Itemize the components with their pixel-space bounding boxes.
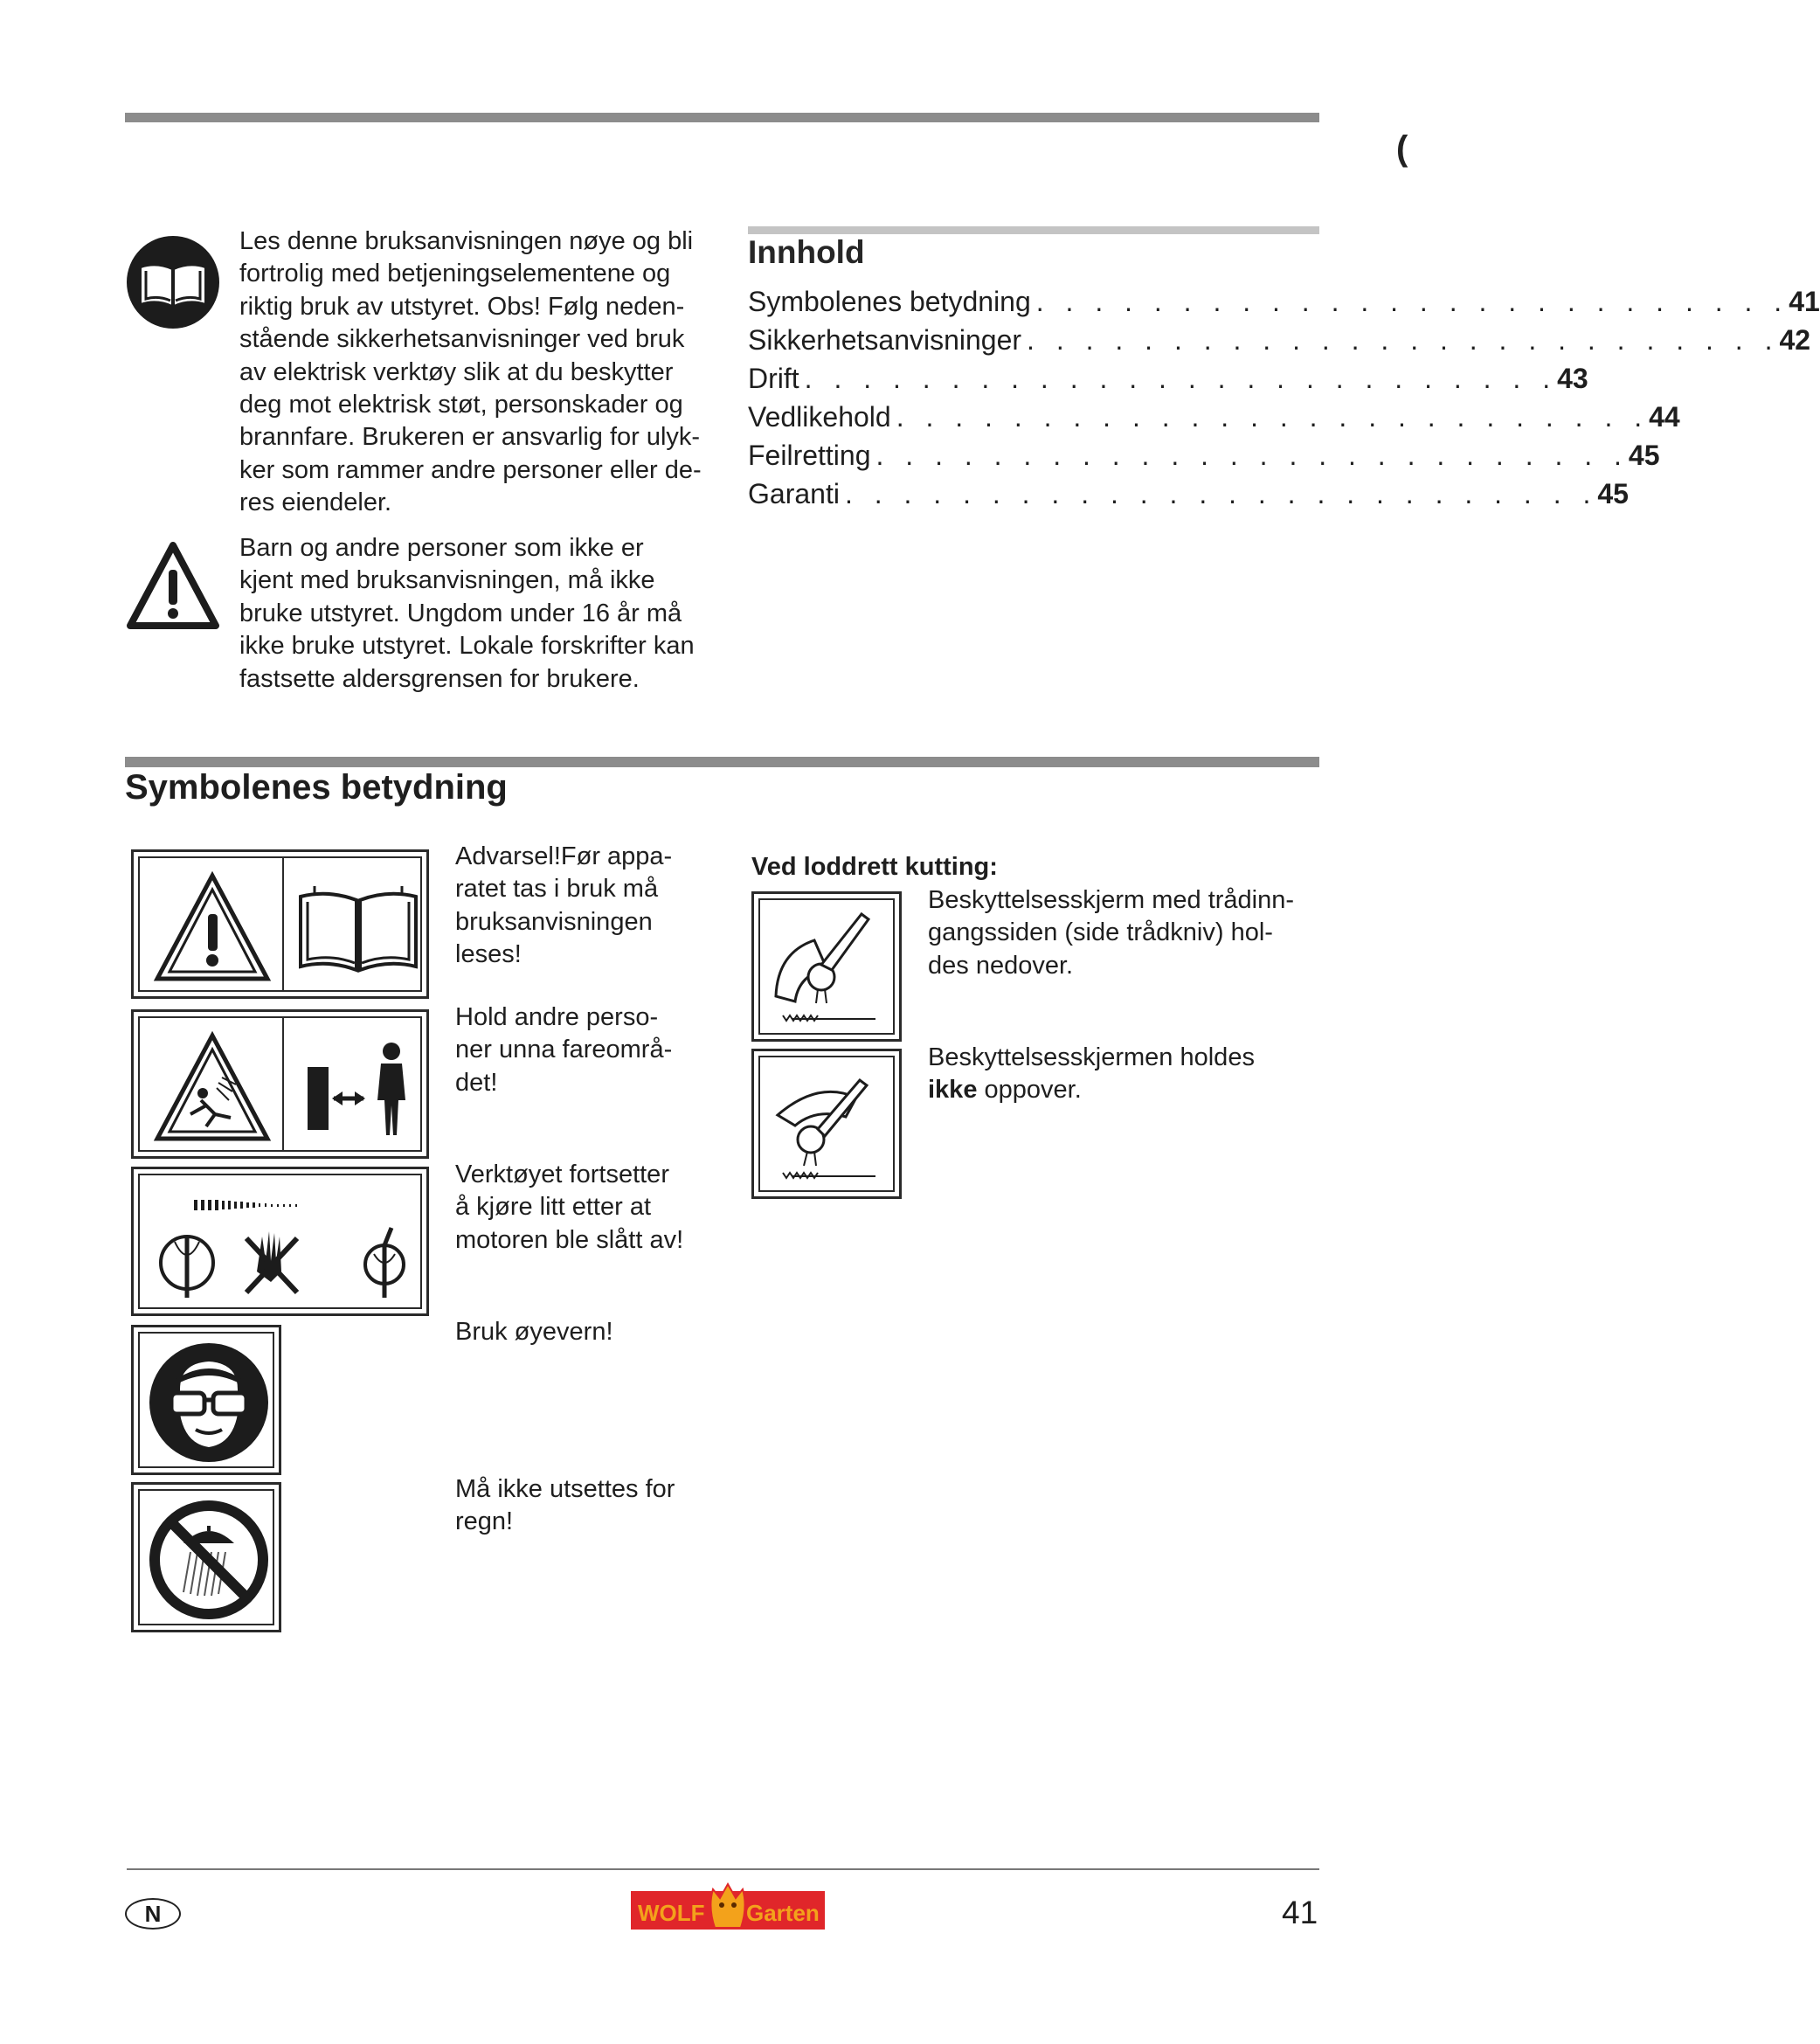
toc-page: 45 [1597,478,1629,509]
toc-label: Sikkerhetsanvisninger [748,324,1022,356]
symbol-line: det! [455,1068,498,1097]
symbol-keep-distance-text [455,1001,717,1099]
toc-entry[interactable] [748,363,1588,401]
intro-line: riktig bruk av utstyret. Obs! Følg neden- [239,292,685,321]
flying-debris-icon [152,1030,273,1146]
toc-label: Drift [748,363,799,394]
warning-triangle-icon [152,870,273,986]
page-number: 41 [1282,1895,1318,1930]
symbol-eye-protection-text [455,1316,717,1348]
symbol-no-rain [131,1482,281,1632]
intro-line: brannfare. Brukeren er ansvarlig for ulyk- [239,423,701,452]
symbol-line: ner unna fareområ- [455,1036,673,1064]
toc-leader: . . . . . . . . . . . . . . . . . . . . . . . . . . [804,363,1558,394]
intro-read-manual-text [239,225,711,520]
symbol-line: Advarsel!Før appa- [455,842,673,870]
intro-line: res eiendeler. [239,488,392,517]
symbol-guard-not-up [751,1049,902,1199]
symbol-line: Beskyttelsesskjerm med trådinn- [928,886,1295,914]
symbol-read-manual [131,849,429,999]
distance-person-icon [294,1030,423,1146]
symbol-line: Må ikke utsettes for [455,1475,675,1503]
edge-mark: ( [1396,129,1408,168]
symbol-run-down-text [455,1159,717,1257]
top-rule [125,113,1319,122]
intro-line: bruke utstyret. Ungdom under 16 år må [239,599,682,627]
intro-line: deg mot elektrisk støt, personskader og [239,391,683,419]
intro-warning-text [239,532,711,696]
section-title: Symbolenes betydning [125,768,508,807]
toc-leader: . . . . . . . . . . . . . . . . . . . . . . . . . . [896,401,1650,433]
toc-page: 45 [1628,440,1660,471]
toc-label: Feilretting [748,440,871,471]
toc-rule [748,226,1319,234]
warning-triangle-icon [125,540,221,631]
symbol-line: leses! [455,940,522,969]
intro-line: stående sikkerhetsanvisninger ved bruk [239,325,685,354]
book-icon [125,234,221,330]
symbol-eye-protection [131,1325,281,1475]
emphasis: ikke [928,1076,978,1105]
symbol-line: Verktøyet fortsetter [455,1161,669,1188]
intro-line: ikke bruke utstyret. Lokale forskrifter kan [239,632,695,661]
guard-down-icon [765,905,893,1033]
intro-line: Barn og andre personer som ikke er [239,534,644,562]
toc-leader: . . . . . . . . . . . . . . . . . . . . . . . . . . [875,440,1629,471]
toc-leader: . . . . . . . . . . . . . . . . . . . . . . . . . . [844,478,1598,509]
toc-label: Vedlikehold [748,401,891,433]
toc-list [748,286,1820,516]
toc-page: 42 [1779,324,1811,356]
toc-page: 44 [1649,401,1680,433]
toc-page: 43 [1557,363,1588,394]
toc-leader: . . . . . . . . . . . . . . . . . . . . . . . . . . [1027,324,1780,356]
symbol-line: bruksanvisningen [455,907,653,936]
toc-page: 41 [1789,286,1820,317]
book-icon [294,879,423,975]
symbol-guard-not-up-text [928,1042,1321,1107]
toc-leader: . . . . . . . . . . . . . . . . . . . . . . . . . . [1035,286,1789,317]
run-down-icon [149,1184,419,1303]
language-badge: N [125,1898,181,1930]
symbol-line-rest: oppover. [977,1076,1082,1105]
guard-up-icon [765,1063,893,1190]
symbol-line: Beskyttelsesskjermen holdes [928,1043,1255,1071]
vertical-cutting-heading: Ved loddrett kutting: [751,853,998,881]
section-rule [125,757,1319,767]
intro-line: ker som rammer andre personer eller de- [239,455,702,484]
intro-line: av elektrisk verktøy slik at du beskytter [239,357,674,386]
symbol-line: regn! [455,1507,514,1536]
symbol-line: Bruk øyevern! [455,1318,613,1346]
logo-right-text: Garten [746,1900,820,1926]
intro-line: kjent med bruksanvisningen, må ikke [239,566,655,595]
toc-entry[interactable] [748,478,1629,516]
symbol-keep-distance [131,1009,429,1159]
toc-entry[interactable] [748,324,1811,363]
no-rain-icon [145,1496,273,1624]
symbol-line: Hold andre perso- [455,1003,659,1031]
toc-label: Symbolenes betydning [748,286,1031,317]
toc-title: Innhold [748,234,865,270]
toc-entry[interactable] [748,440,1660,478]
eye-protection-icon [145,1339,273,1466]
symbol-guard-down-text [928,884,1321,982]
footer-rule [127,1868,1319,1870]
symbol-line: des nedover. [928,951,1074,980]
intro-line: fortrolig med betjeningselementene og [239,260,671,288]
intro-line: Les denne bruksanvisningen nøye og bli [239,227,694,255]
symbol-line [928,1074,1321,1106]
symbol-line: å kjøre litt etter at [455,1193,652,1222]
symbol-guard-down [751,891,902,1042]
symbol-line: ratet tas i bruk må [455,875,659,904]
intro-line: fastsette aldersgrensen for brukere. [239,664,640,693]
symbol-run-down [131,1167,429,1316]
symbol-line: motoren ble slått av! [455,1225,684,1254]
symbol-no-rain-text [455,1473,717,1539]
toc-entry[interactable] [748,401,1680,440]
toc-entry[interactable] [748,286,1820,324]
logo-left-text: WOLF [638,1900,705,1926]
symbol-line: gangssiden (side trådkniv) hol- [928,918,1273,947]
toc-label: Garanti [748,478,840,509]
brand-logo [631,1877,825,1931]
symbol-read-manual-text [455,841,717,972]
